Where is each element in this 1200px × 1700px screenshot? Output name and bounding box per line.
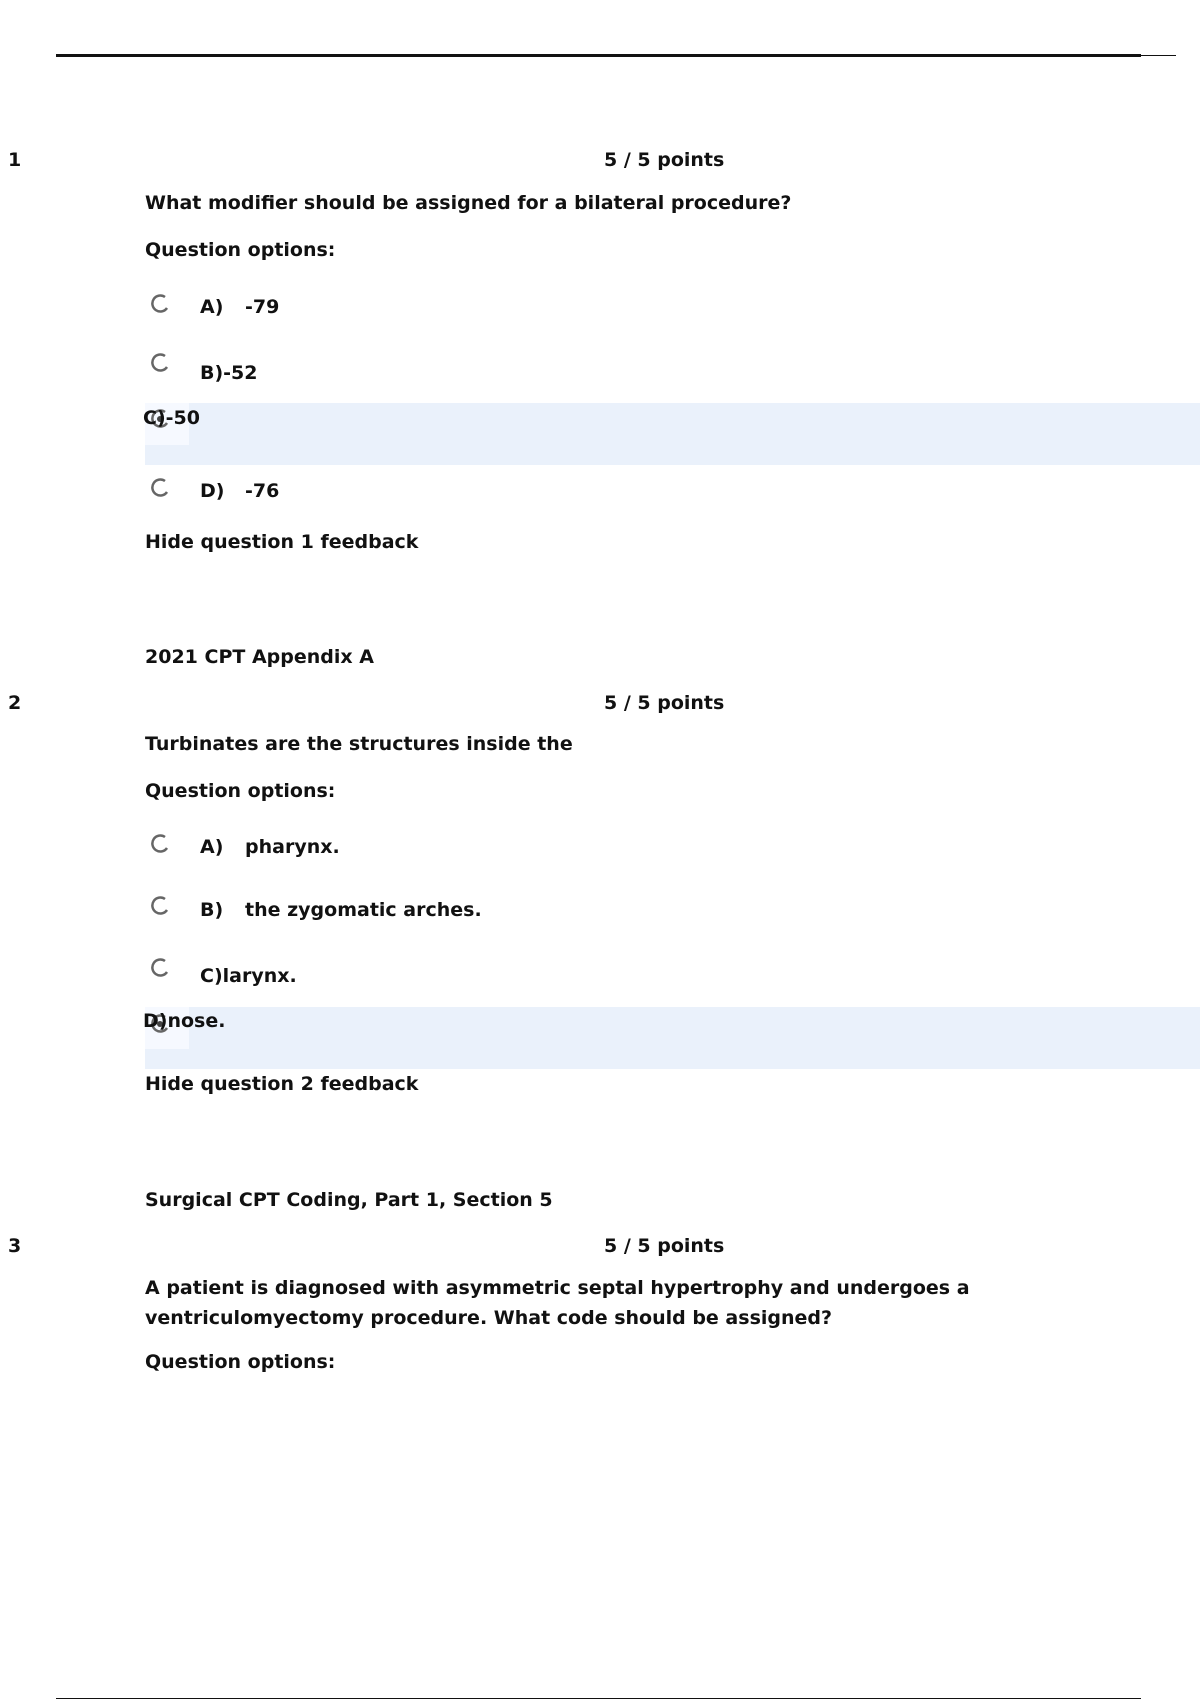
option-label: A) bbox=[200, 836, 224, 858]
top-rule bbox=[56, 54, 1141, 57]
radio-circle-icon bbox=[151, 896, 171, 916]
option-label: A) bbox=[200, 296, 224, 318]
question-number: 1 bbox=[8, 149, 22, 171]
question-points: 5 / 5 points bbox=[604, 149, 725, 171]
radio-circle-icon bbox=[151, 294, 171, 314]
question-points: 5 / 5 points bbox=[604, 692, 725, 714]
option-label: C)-50 bbox=[143, 407, 200, 429]
question-text: Turbinates are the structures inside the bbox=[145, 733, 573, 755]
option-label: B) bbox=[200, 899, 224, 921]
hide-feedback-link[interactable]: Hide question 1 feedback bbox=[145, 531, 419, 553]
radio-option-c[interactable] bbox=[151, 958, 171, 978]
radio-circle-icon bbox=[151, 834, 171, 854]
radio-option-d[interactable] bbox=[151, 478, 171, 498]
radio-option-a[interactable] bbox=[151, 834, 171, 854]
question-number: 3 bbox=[8, 1235, 22, 1257]
top-rule-extension bbox=[1140, 55, 1176, 56]
question-options-label: Question options: bbox=[145, 239, 336, 261]
option-label: D)nose. bbox=[143, 1010, 226, 1032]
option-text: pharynx. bbox=[245, 836, 340, 858]
selected-option-highlight[interactable] bbox=[145, 1007, 1200, 1069]
selected-option-highlight[interactable] bbox=[145, 403, 1200, 465]
question-options-label: Question options: bbox=[145, 780, 336, 802]
option-label: B)-52 bbox=[200, 362, 258, 384]
radio-option-b[interactable] bbox=[151, 896, 171, 916]
option-text: the zygomatic arches. bbox=[245, 899, 482, 921]
option-label: D) bbox=[200, 480, 225, 502]
question-text: A patient is diagnosed with asymmetric septal hypertrophy and undergoes a ventriculomyectomy procedure. What code should be assigned? bbox=[145, 1277, 970, 1329]
question-feedback: Surgical CPT Coding, Part 1, Section 5 bbox=[145, 1189, 553, 1211]
question-points: 5 / 5 points bbox=[604, 1235, 725, 1257]
option-text: -76 bbox=[245, 480, 280, 502]
option-label: C)larynx. bbox=[200, 965, 297, 987]
radio-option-a[interactable] bbox=[151, 294, 171, 314]
radio-circle-icon bbox=[151, 478, 171, 498]
option-text: -79 bbox=[245, 296, 280, 318]
radio-circle-icon bbox=[151, 353, 171, 373]
question-options-label: Question options: bbox=[145, 1351, 336, 1373]
radio-option-b[interactable] bbox=[151, 353, 171, 373]
hide-feedback-link[interactable]: Hide question 2 feedback bbox=[145, 1073, 419, 1095]
question-feedback: 2021 CPT Appendix A bbox=[145, 646, 374, 668]
bottom-rule bbox=[56, 1698, 1141, 1699]
question-number: 2 bbox=[8, 692, 22, 714]
question-text: What modifier should be assigned for a bilateral procedure? bbox=[145, 192, 792, 214]
radio-circle-icon bbox=[151, 958, 171, 978]
